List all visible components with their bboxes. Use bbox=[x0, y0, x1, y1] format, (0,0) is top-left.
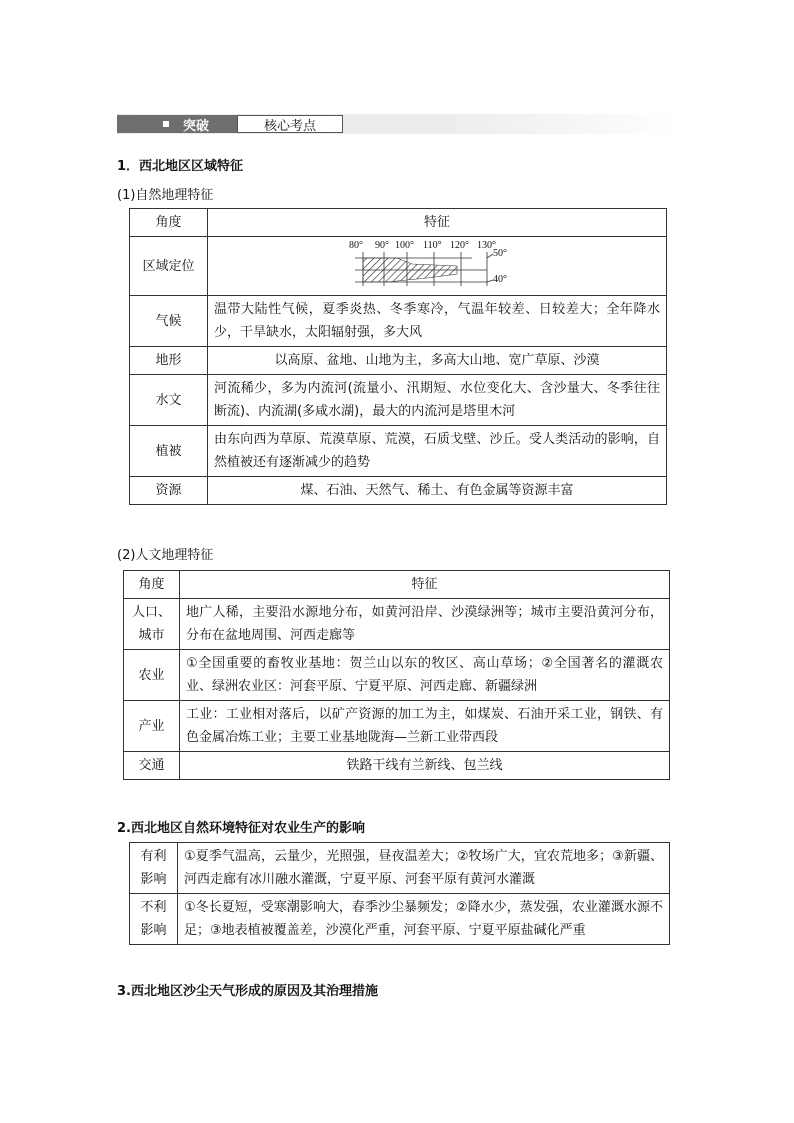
section-banner bbox=[117, 114, 675, 134]
section3-heading: 3.西北地区沙尘天气形成的原因及其治理措施 bbox=[117, 984, 378, 999]
table-row bbox=[124, 650, 670, 701]
human-subheading: (2)人文地理特征 bbox=[117, 548, 214, 563]
table-header-row bbox=[124, 571, 670, 599]
row-text: 铁路干线有兰新线、包兰线 bbox=[180, 752, 670, 780]
row-label: 产业 bbox=[124, 701, 180, 752]
row-text: 以高原、盆地、山地为主，多高大山地、宽广草原、沙漠 bbox=[208, 347, 667, 375]
row-text: 煤、石油、天然气、稀土、有色金属等资源丰富 bbox=[208, 477, 667, 505]
header-feature: 特征 bbox=[208, 209, 667, 237]
section1-heading: 1．西北地区区域特征 bbox=[117, 159, 244, 174]
row-label: 有利影响 bbox=[130, 843, 178, 894]
lon-label-110: 110° bbox=[423, 240, 442, 251]
banner-white-label: 核心考点 bbox=[263, 118, 316, 134]
banner-dark-label: 突破 bbox=[183, 118, 210, 134]
natural-subheading: (1)自然地理特征 bbox=[117, 188, 214, 203]
natural-features-table bbox=[129, 208, 667, 505]
row-text: 河流稀少，多为内流河(流量小、汛期短、水位变化大、含沙量大、冬季往往断流)、内流湖(多咸水湖)，最大的内流河是塔里木河 bbox=[208, 375, 667, 426]
lon-label-100: 100° bbox=[395, 240, 414, 251]
banner-dark-tab bbox=[117, 115, 237, 133]
table-row bbox=[124, 599, 670, 650]
lon-label-80: 80° bbox=[349, 240, 363, 251]
row-label: 气候 bbox=[130, 296, 208, 347]
lon-label-120: 120° bbox=[450, 240, 469, 251]
row-label: 农业 bbox=[124, 650, 180, 701]
lat-labels bbox=[487, 248, 507, 285]
square-bullet-icon bbox=[163, 121, 169, 127]
row-label: 交通 bbox=[124, 752, 180, 780]
table-row bbox=[130, 477, 667, 505]
table-row bbox=[130, 375, 667, 426]
section2-heading: 2.西北地区自然环境特征对农业生产的影响 bbox=[117, 821, 365, 836]
row-label: 植被 bbox=[130, 426, 208, 477]
table-header-row bbox=[130, 209, 667, 237]
lat-label-40: 40° bbox=[493, 274, 507, 285]
table-row bbox=[130, 843, 670, 894]
table-row bbox=[130, 296, 667, 347]
table-row bbox=[130, 347, 667, 375]
row-text: 温带大陆性气候，夏季炎热、冬季寒冷，气温年较差、日较差大；全年降水少，干旱缺水，太阳辐射强，多大风 bbox=[208, 296, 667, 347]
table-row bbox=[124, 752, 670, 780]
lon-label-130: 130° bbox=[477, 240, 496, 251]
row-text: ①冬长夏短，受寒潮影响大，春季沙尘暴频发；②降水少，蒸发强，农业灌溉水源不足；③地表植被覆盖差，沙漠化严重，河套平原、宁夏平原盐碱化严重 bbox=[178, 894, 670, 945]
row-text: 地广人稀，主要沿水源地分布，如黄河沿岸、沙漠绿洲等；城市主要沿黄河分布，分布在盆地周围、河西走廊等 bbox=[180, 599, 670, 650]
row-label: 地形 bbox=[130, 347, 208, 375]
human-features-table bbox=[123, 570, 670, 780]
northwest-region-hatch bbox=[363, 258, 457, 282]
banner-white-tab bbox=[237, 115, 343, 133]
header-angle: 角度 bbox=[124, 571, 180, 599]
table-row bbox=[130, 894, 670, 945]
header-angle: 角度 bbox=[130, 209, 208, 237]
row-label: 区域定位 bbox=[130, 237, 208, 296]
row-text: ①夏季气温高，云量少，光照强，昼夜温差大；②牧场广大，宜农荒地多；③新疆、河西走廊有冰川融水灌溉，宁夏平原、河套平原有黄河水灌溉 bbox=[178, 843, 670, 894]
table-row-location bbox=[130, 237, 667, 296]
row-text: 工业：工业相对落后，以矿产资源的加工为主，如煤炭、石油开采工业，钢铁、有色金属冶炼工业；主要工业基地陇海—兰新工业带西段 bbox=[180, 701, 670, 752]
row-label: 人口、城市 bbox=[124, 599, 180, 650]
header-feature: 特征 bbox=[180, 571, 670, 599]
row-label: 资源 bbox=[130, 477, 208, 505]
lat-lon-map-figure bbox=[337, 238, 537, 294]
row-text: ①全国重要的畜牧业基地：贺兰山以东的牧区、高山草场；②全国著名的灌溉农业、绿洲农业区：河套平原、宁夏平原、河西走廊、新疆绿洲 bbox=[180, 650, 670, 701]
lon-labels bbox=[349, 240, 496, 251]
lon-label-90: 90° bbox=[375, 240, 389, 251]
table-row bbox=[130, 426, 667, 477]
location-map bbox=[208, 237, 667, 296]
table-row bbox=[124, 701, 670, 752]
agriculture-impact-table bbox=[129, 842, 670, 945]
row-text: 由东向西为草原、荒漠草原、荒漠，石质戈壁、沙丘。受人类活动的影响，自然植被还有逐渐减少的趋势 bbox=[208, 426, 667, 477]
lat-label-50: 50° bbox=[493, 248, 507, 259]
row-label: 水文 bbox=[130, 375, 208, 426]
row-label: 不利影响 bbox=[130, 894, 178, 945]
